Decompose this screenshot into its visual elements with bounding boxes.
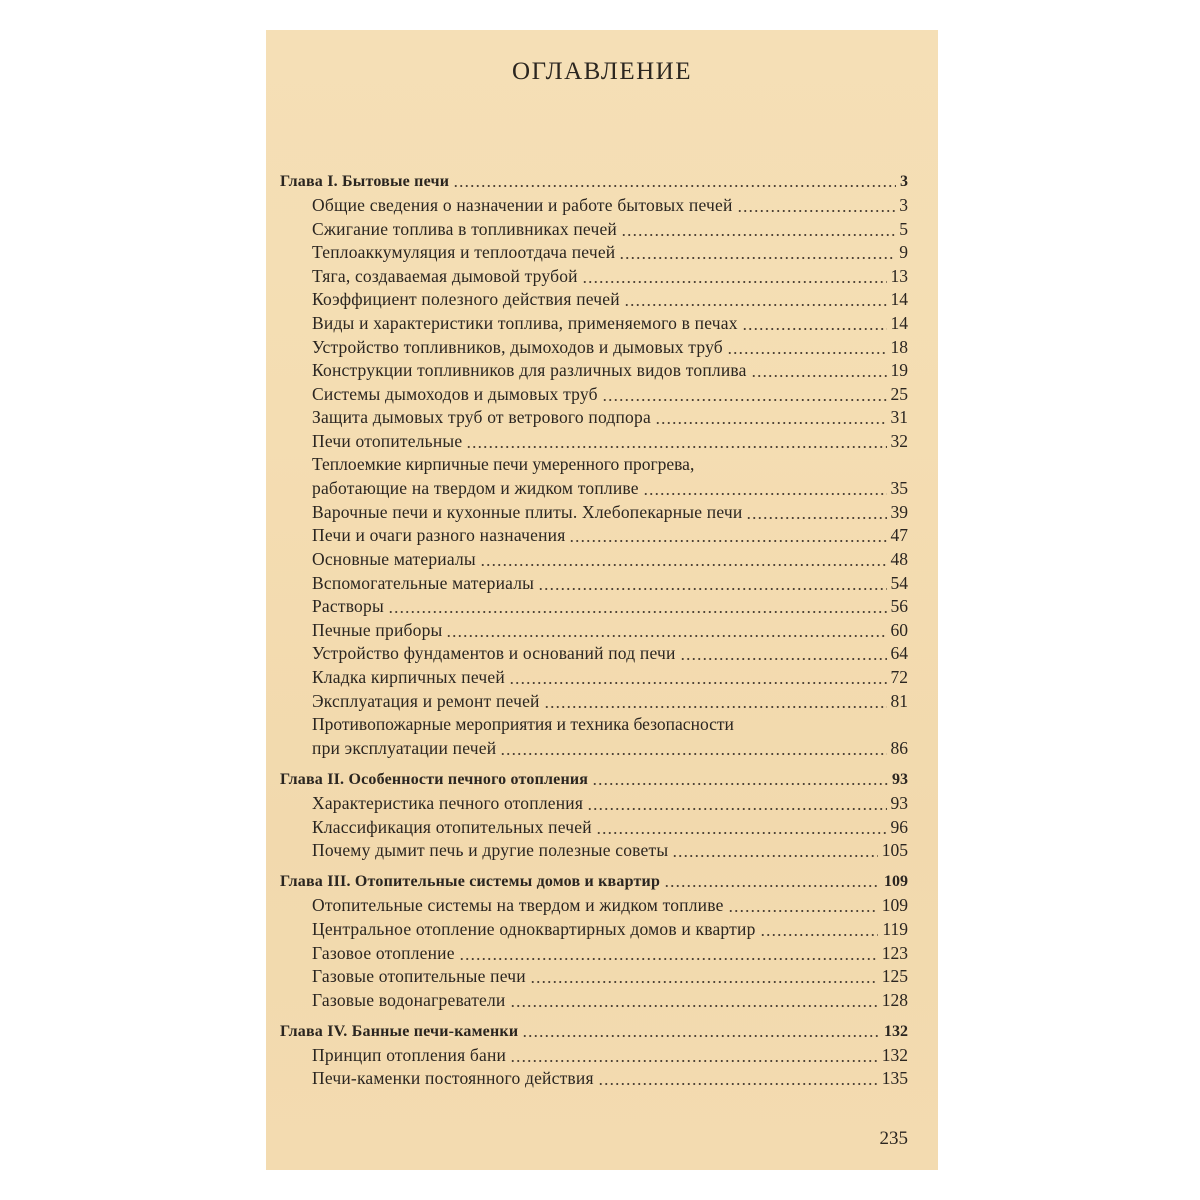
dot-leader [664, 872, 880, 888]
dot-leader [602, 384, 887, 402]
toc-entry [280, 917, 908, 941]
dot-leader [624, 290, 887, 308]
toc-entry [280, 815, 908, 839]
dot-leader [672, 841, 877, 859]
dot-leader [509, 667, 887, 685]
entry-title: Общие сведения о назначении и работе бытовых печей [312, 195, 733, 216]
dot-leader [592, 770, 888, 786]
toc-entry [280, 500, 908, 524]
entry-page-number: 31 [890, 407, 908, 428]
entry-title: Почему дымит печь и другие полезные советы [312, 840, 669, 861]
entry-page-number: 125 [881, 966, 908, 987]
entry-page-number: 119 [882, 918, 908, 939]
dot-leader [737, 196, 896, 214]
dot-leader [728, 896, 878, 914]
entry-page-number: 128 [881, 989, 908, 1010]
dot-leader [582, 266, 887, 284]
entry-title: Печи отопительные [312, 431, 463, 452]
toc-entry-line1: Противопожарные мероприятия и техника безопасности [312, 713, 734, 734]
entry-title: Эксплуатация и ремонт печей [312, 690, 540, 711]
page-title: ОГЛАВЛЕНИЕ [512, 58, 692, 85]
entry-title: Конструкции топливников для различных видов топлива [312, 360, 747, 381]
entry-page-number: 13 [890, 265, 908, 286]
entry-page-number: 56 [890, 596, 908, 617]
entry-title: Виды и характеристики топлива, применяемого в печах [312, 313, 738, 334]
toc-entry [280, 988, 908, 1012]
dot-leader [388, 597, 887, 615]
toc-entry-line1: Теплоемкие кирпичные печи умеренного прогрева, [312, 454, 695, 475]
toc-entry [280, 618, 908, 642]
toc-entry [280, 194, 908, 218]
entry-page-number: 5 [899, 218, 908, 239]
entry-title: Отопительные системы на твердом и жидком топливе [312, 895, 724, 916]
toc-chapter [280, 1020, 908, 1044]
entry-title: Теплоаккумуляция и теплоотдача печей [312, 242, 616, 263]
toc-entry [280, 524, 908, 548]
toc-entry [280, 791, 908, 815]
entry-page-number: 93 [890, 792, 908, 813]
dot-leader [569, 526, 886, 544]
dot-leader [727, 337, 887, 355]
entry-page-number: 60 [890, 619, 908, 640]
dot-leader [598, 1069, 878, 1087]
entry-page-number: 64 [890, 643, 908, 664]
dot-leader [751, 361, 887, 379]
chapter-title: Глава II. Особенности печного отопления [280, 770, 589, 788]
entry-page-number: 93 [892, 770, 908, 788]
entry-title: Варочные печи и кухонные плиты. Хлебопекарные печи [312, 501, 743, 522]
toc-entry [280, 1067, 908, 1091]
dot-leader [643, 479, 887, 497]
toc-entry [280, 642, 908, 666]
dot-leader [510, 1045, 878, 1063]
entry-title: Печные приборы [312, 619, 443, 640]
entry-page-number: 132 [884, 1022, 908, 1040]
entry-page-number: 86 [890, 737, 908, 758]
entry-page-number: 18 [890, 336, 908, 357]
entry-page-number: 14 [890, 313, 908, 334]
entry-page-number: 123 [881, 942, 908, 963]
entry-page-number: 25 [890, 383, 908, 404]
entry-title: Характеристика печного отопления [312, 792, 584, 813]
dot-leader [655, 408, 887, 426]
entry-title: Газовые отопительные печи [312, 966, 526, 987]
toc-entry [280, 382, 908, 406]
entry-page-number: 135 [881, 1068, 908, 1089]
entry-page-number: 96 [890, 816, 908, 837]
toc-chapter [280, 768, 908, 792]
dot-leader [530, 967, 878, 985]
entry-page-number: 9 [899, 242, 908, 263]
dot-leader [453, 172, 896, 188]
entry-title: Печи и очаги разного назначения [312, 525, 566, 546]
toc-entry [280, 689, 908, 713]
toc-entry [280, 894, 908, 918]
dot-leader [619, 243, 895, 261]
entry-page-number: 3 [900, 173, 908, 190]
entry-title: Тяга, создаваемая дымовой трубой [312, 265, 578, 286]
entry-title: при эксплуатации печей [312, 737, 497, 758]
dot-leader [510, 990, 878, 1008]
toc-entry [280, 264, 908, 288]
entry-page-number: 32 [890, 431, 908, 452]
entry-page-number: 47 [890, 525, 908, 546]
toc-entry [280, 665, 908, 689]
toc-chapter [280, 170, 908, 194]
dot-leader [466, 432, 886, 450]
entry-title: Защита дымовых труб от ветрового подпора [312, 407, 651, 428]
table-of-contents [280, 170, 908, 1091]
entry-title: Растворы [312, 596, 384, 617]
page-number: 235 [879, 1128, 908, 1149]
entry-page-number: 109 [884, 873, 908, 891]
entry-title: Газовые водонагреватели [312, 989, 506, 1010]
entry-page-number: 39 [890, 501, 908, 522]
entry-title: Принцип отопления бани [312, 1044, 507, 1065]
chapter-title: Глава III. Отопительные системы домов и квартир [280, 873, 661, 891]
dot-leader [544, 691, 887, 709]
entry-title: Системы дымоходов и дымовых труб [312, 383, 598, 404]
toc-entry [280, 1043, 908, 1067]
entry-page-number: 72 [890, 666, 908, 687]
toc-entry [280, 430, 908, 454]
entry-title: Газовое отопление [312, 942, 455, 963]
dot-leader [538, 573, 886, 591]
entry-title: Вспомогательные материалы [312, 572, 535, 593]
entry-page-number: 48 [890, 549, 908, 569]
dot-leader [480, 550, 887, 568]
toc-entry [280, 359, 908, 383]
entry-title: Устройство топливников, дымоходов и дымовых труб [312, 336, 723, 357]
toc-entry [280, 406, 908, 430]
dot-leader [522, 1022, 880, 1038]
entry-title: Кладка кирпичных печей [312, 666, 505, 687]
book-page [266, 30, 938, 1170]
entry-page-number: 105 [881, 840, 908, 861]
toc-entry [280, 335, 908, 359]
dot-leader [446, 620, 886, 638]
dot-leader [500, 738, 886, 756]
toc-entry [280, 312, 908, 336]
toc-entry [280, 548, 908, 572]
toc-entry [280, 839, 908, 863]
toc-entry [280, 288, 908, 312]
toc-entry [280, 571, 908, 595]
toc-entry [280, 477, 908, 501]
dot-leader [746, 502, 886, 520]
dot-leader [760, 919, 879, 937]
dot-leader [742, 314, 887, 332]
dot-leader [587, 793, 886, 811]
toc-entry [280, 595, 908, 619]
entry-title: Классификация отопительных печей [312, 816, 592, 837]
entry-page-number: 109 [881, 895, 908, 916]
entry-page-number: 3 [899, 195, 908, 216]
entry-title: Коэффициент полезного действия печей [312, 289, 620, 310]
toc-entry [280, 217, 908, 241]
dot-leader [596, 817, 887, 835]
toc-chapter [280, 870, 908, 894]
entry-title: Сжигание топлива в топливниках печей [312, 218, 617, 239]
entry-page-number: 14 [890, 289, 908, 310]
entry-page-number: 54 [890, 572, 908, 593]
chapter-title: Глава I. Бытовые печи [280, 173, 450, 190]
toc-entry [280, 941, 908, 965]
entry-page-number: 132 [881, 1044, 908, 1065]
toc-entry [280, 241, 908, 265]
dot-leader [621, 219, 895, 237]
dot-leader [680, 644, 887, 662]
entry-page-number: 35 [890, 478, 908, 499]
entry-page-number: 81 [890, 690, 908, 711]
chapter-title: Глава IV. Банные печи-каменки [280, 1022, 519, 1040]
toc-entry [280, 965, 908, 989]
dot-leader [459, 943, 878, 961]
entry-page-number: 19 [890, 360, 908, 381]
toc-entry [280, 736, 908, 760]
entry-title: Печи-каменки постоянного действия [312, 1068, 594, 1089]
entry-title: Основные материалы [312, 549, 476, 569]
entry-title: Центральное отопление одноквартирных домов и квартир [312, 918, 756, 939]
entry-title: работающие на твердом и жидком топливе [312, 478, 639, 499]
entry-title: Устройство фундаментов и оснований под печи [312, 643, 676, 664]
